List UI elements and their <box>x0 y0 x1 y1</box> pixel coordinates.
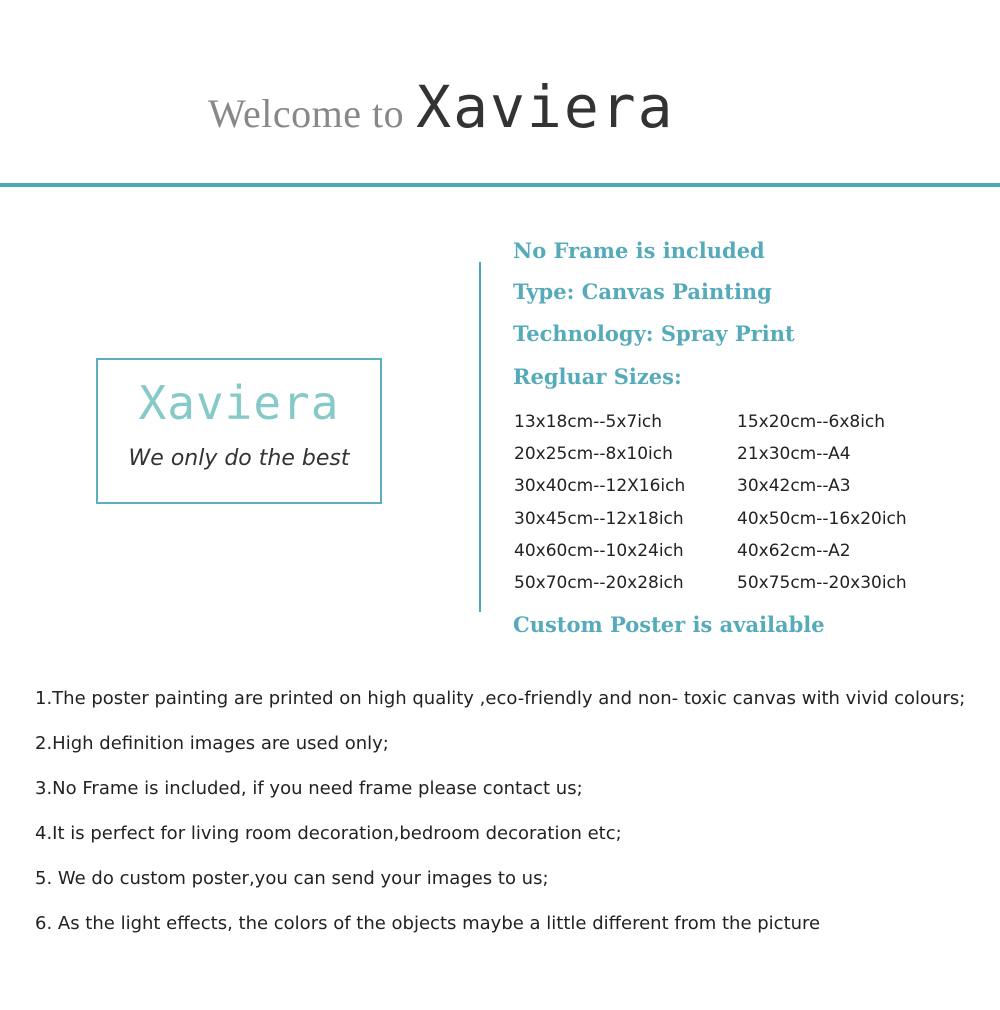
size-item: 40x50cm--16x20ich <box>737 508 907 529</box>
header-title <box>208 73 675 141</box>
custom-poster-note: Custom Poster is available <box>513 612 825 637</box>
type-line: Type: Canvas Painting <box>513 279 772 304</box>
header-welcome-text: Welcome to <box>208 91 405 136</box>
logo-brand-name: Xaviera <box>138 376 340 430</box>
header-divider <box>0 183 1000 187</box>
size-item: 30x40cm--12X16ich <box>514 476 686 497</box>
size-row <box>514 541 934 573</box>
note-item: 6. As the light effects, the colors of the objects maybe a little different from the picture <box>35 913 821 934</box>
product-notes-list <box>35 686 985 956</box>
note-item: 3.No Frame is included, if you need frame please contact us; <box>35 778 583 799</box>
size-table <box>514 412 934 605</box>
size-item: 30x42cm--A3 <box>737 476 851 497</box>
size-row <box>514 476 934 508</box>
logo-tagline: We only do the best <box>128 446 350 471</box>
size-item: 15x20cm--6x8ich <box>737 412 886 432</box>
note-item: 1.The poster painting are printed on high quality ,eco-friendly and non- toxic canvas with vivid colours; <box>35 688 966 709</box>
size-item: 13x18cm--5x7ich <box>514 412 663 432</box>
note-item: 4.It is perfect for living room decoration,bedroom decoration etc; <box>35 823 622 844</box>
size-item: 50x70cm--20x28ich <box>514 572 684 593</box>
size-item: 50x75cm--20x30ich <box>737 572 907 593</box>
size-item: 21x30cm--A4 <box>737 444 851 465</box>
size-item: 40x62cm--A2 <box>737 540 851 561</box>
header-brand-name: Xaviera <box>416 73 675 141</box>
technology-line: Technology: Spray Print <box>513 321 795 346</box>
size-row <box>514 509 934 541</box>
note-item: 5. We do custom poster,you can send your images to us; <box>35 868 549 889</box>
size-row <box>514 573 934 605</box>
size-item: 20x25cm--8x10ich <box>514 444 673 465</box>
size-item: 30x45cm--12x18ich <box>514 508 684 529</box>
frame-note: No Frame is included <box>513 238 765 263</box>
size-item: 40x60cm--10x24ich <box>514 540 684 561</box>
size-row <box>514 412 934 444</box>
brand-logo-box <box>96 358 382 504</box>
size-row <box>514 444 934 476</box>
vertical-divider <box>479 262 481 612</box>
note-item: 2.High definition images are used only; <box>35 733 389 754</box>
sizes-heading: Regluar Sizes: <box>513 364 682 389</box>
